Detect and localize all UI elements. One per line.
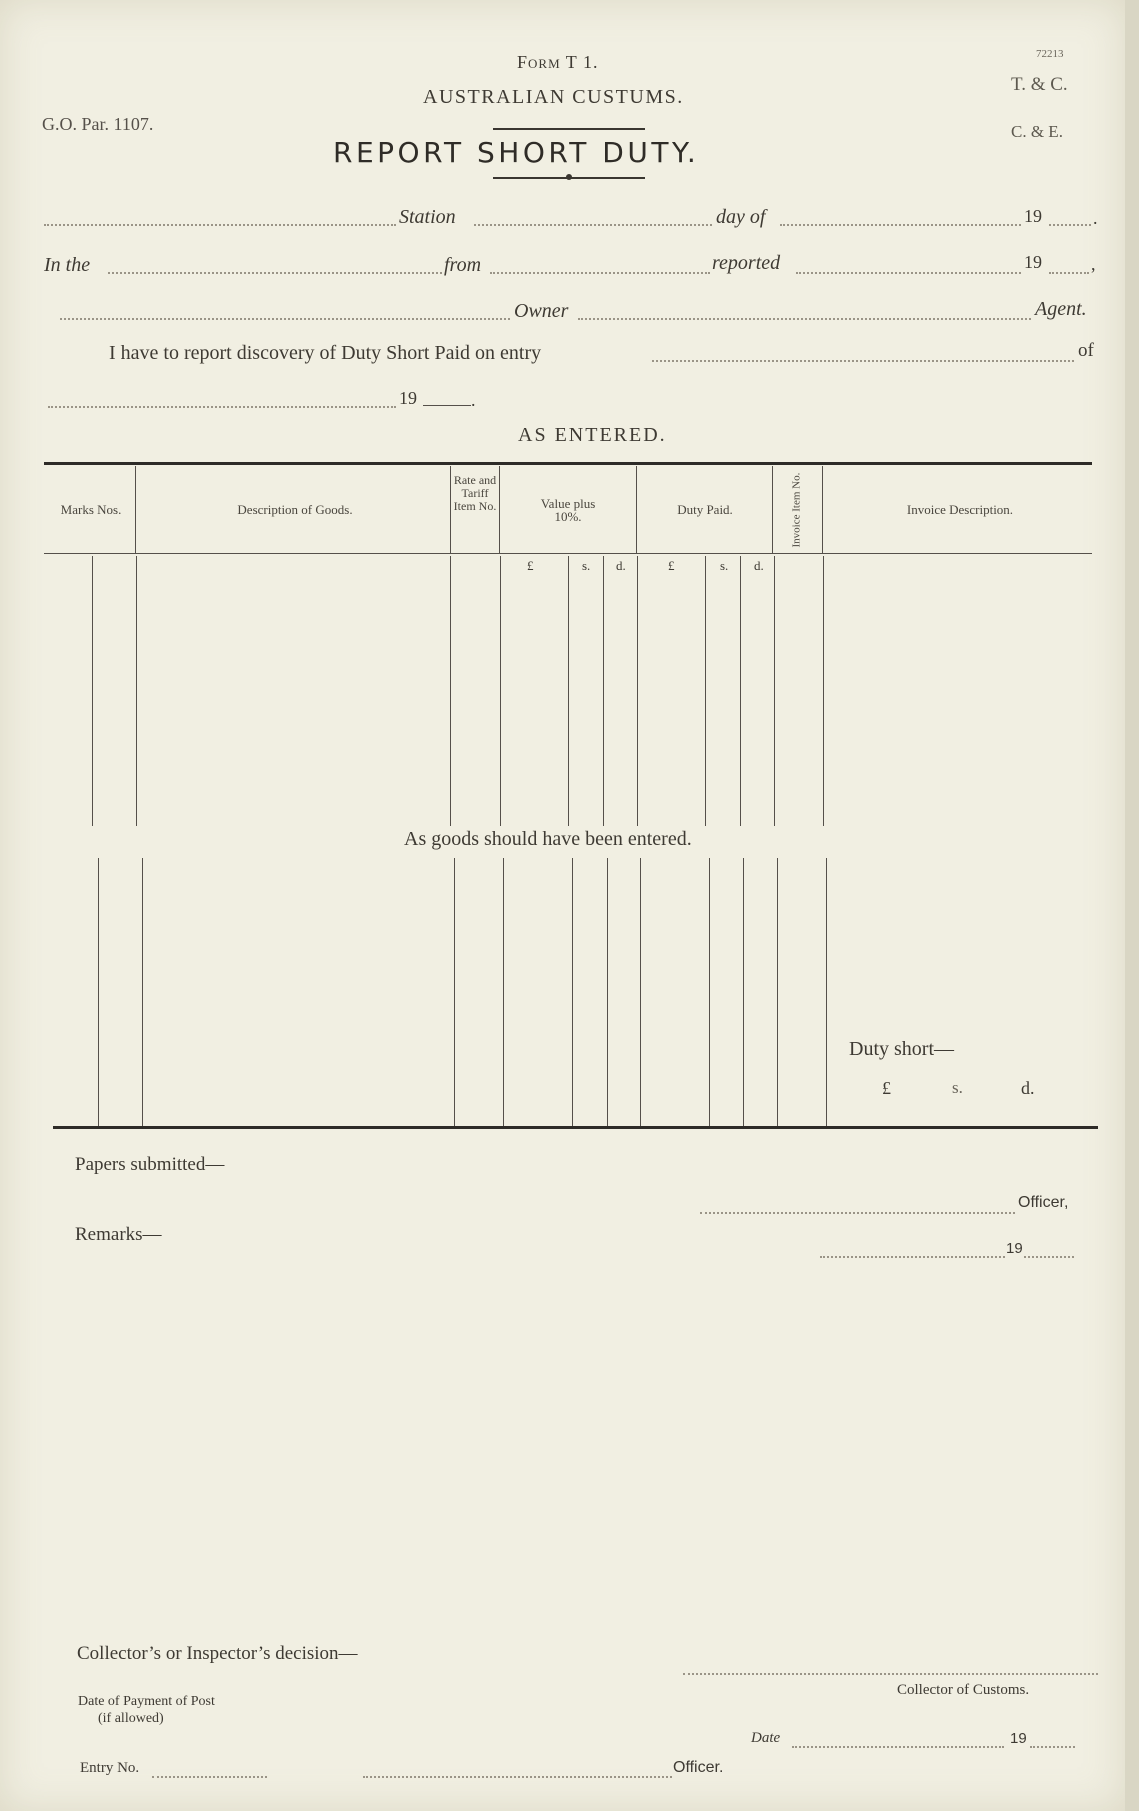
hdr-div-4 [636,466,637,553]
table-bottom-rule [53,1126,1098,1129]
collector-signature-blank[interactable] [683,1673,1098,1675]
owner-blank[interactable] [60,318,510,320]
line5-period: . [471,390,476,410]
year-blank-5[interactable] [1030,1746,1075,1748]
station-blank[interactable] [44,224,396,226]
entry-no-blank[interactable] [152,1776,267,1778]
in-the-label: In the [44,254,91,276]
body1-div-b [136,556,137,826]
station-label: Station [399,206,456,228]
value-pounds: £ [527,558,534,573]
day-of-label: day of [716,206,766,228]
body2-div-e [572,858,573,1126]
hdr-div-2 [450,466,451,553]
owner-label: Owner [514,300,569,322]
line1-period: . [1093,208,1098,228]
code-tc: T. & C. [1011,74,1068,95]
body2-div-a [98,858,99,1126]
date-blank-2[interactable] [792,1746,1004,1748]
col-marks: Marks Nos. [60,502,122,517]
from-blank[interactable] [490,272,710,274]
should-have-been-entered-title: As goods should have been entered. [404,828,692,850]
body2-div-g [640,858,641,1126]
month-blank[interactable] [780,224,1021,226]
value-pence: d. [616,558,626,573]
table-header-rule [44,553,1092,554]
code-ce: C. & E. [1011,122,1063,141]
year-blank-4[interactable] [1024,1256,1074,1258]
if-allowed-label: (if allowed) [98,1711,164,1726]
officer-label-2: Officer. [673,1759,724,1776]
col-value: Value plus 10%. [540,496,596,524]
year-label-2: 19 [1024,252,1042,272]
table-top-rule [44,462,1092,465]
officer-blank-1[interactable] [700,1212,1015,1214]
hdr-div-3 [499,466,500,553]
go-reference: G.O. Par. 1107. [42,114,154,134]
year-label-3: 19 [399,388,417,408]
report-statement: I have to report discovery of Duty Short Paid on entry [109,342,542,364]
decision-label: Collector’s or Inspector’s decision— [77,1643,358,1664]
hdr-div-5 [772,466,773,553]
reported-blank[interactable] [796,272,1021,274]
col-invoice-item: Invoice Item No. [790,472,803,548]
body2-div-j [777,858,778,1126]
entry-blank[interactable] [652,360,1074,362]
year-label-1: 19 [1024,206,1042,226]
duty-pence: d. [754,558,764,573]
duty-short-pounds: £ [882,1078,891,1098]
date-blank-1[interactable] [48,406,396,408]
hdr-div-6 [822,466,823,553]
department-name: AUSTRALIAN CUSTUMS. [423,86,684,108]
reported-label: reported [712,252,781,274]
of-label: of [1078,340,1094,361]
year-blank-2[interactable] [1049,272,1089,274]
duty-shillings: s. [720,558,729,573]
collector-label: Collector of Customs. [897,1682,1030,1698]
body1-div-k [823,556,824,826]
duty-pounds: £ [668,558,675,573]
year-blank-1[interactable] [1049,224,1091,226]
body1-div-d [500,556,501,826]
duty-short-shillings: s. [952,1078,963,1097]
col-description: Description of Goods. [237,502,353,517]
value-shillings: s. [582,558,591,573]
col-duty-paid: Duty Paid. [677,502,733,517]
body2-div-c [454,858,455,1126]
duty-short-pence: d. [1021,1078,1035,1098]
year-blank-3[interactable] [423,405,471,406]
as-entered-title: AS ENTERED. [518,424,667,446]
duty-short-label: Duty short— [849,1038,954,1060]
payment-of-post-label: Date of Payment of Post [78,1694,215,1709]
body2-div-i [743,858,744,1126]
body2-div-k [826,858,827,1126]
body1-div-f [603,556,604,826]
remarks-label: Remarks— [75,1224,162,1245]
papers-submitted-label: Papers submitted— [75,1154,225,1175]
agent-label: Agent. [1035,298,1087,320]
day-blank[interactable] [474,224,712,226]
body2-div-h [709,858,710,1126]
remarks-date-blank[interactable] [820,1256,1005,1258]
col-rate: Rate and Tariff Item No. [453,473,497,513]
year-label-4: 19 [1006,1240,1023,1257]
line2-comma: , [1091,254,1096,274]
year-label-5: 19 [1010,1730,1027,1747]
vessel-blank[interactable] [108,272,442,274]
officer-label-1: Officer, [1018,1194,1069,1211]
body1-div-h [705,556,706,826]
body1-div-j [774,556,775,826]
body2-div-b [142,858,143,1126]
title-rule-dot [566,174,572,180]
body2-div-f [607,858,608,1126]
agent-blank[interactable] [578,318,1031,320]
body1-div-e [568,556,569,826]
body1-div-a [92,556,93,826]
entry-no-label: Entry No. [80,1760,140,1776]
form-number: Form T 1. [517,52,599,72]
stock-number: 72213 [1036,48,1064,60]
hdr-div-1 [135,466,136,553]
body2-div-d [503,858,504,1126]
body1-div-g [637,556,638,826]
page-title: REPORT SHORT DUTY. [333,136,700,169]
from-label: from [444,254,482,276]
body1-div-i [740,556,741,826]
title-rule-top [493,128,645,130]
date-label: Date [751,1730,781,1746]
body1-div-c [450,556,451,826]
col-invoice-description: Invoice Description. [906,502,1014,517]
officer-blank-2[interactable] [363,1776,672,1778]
